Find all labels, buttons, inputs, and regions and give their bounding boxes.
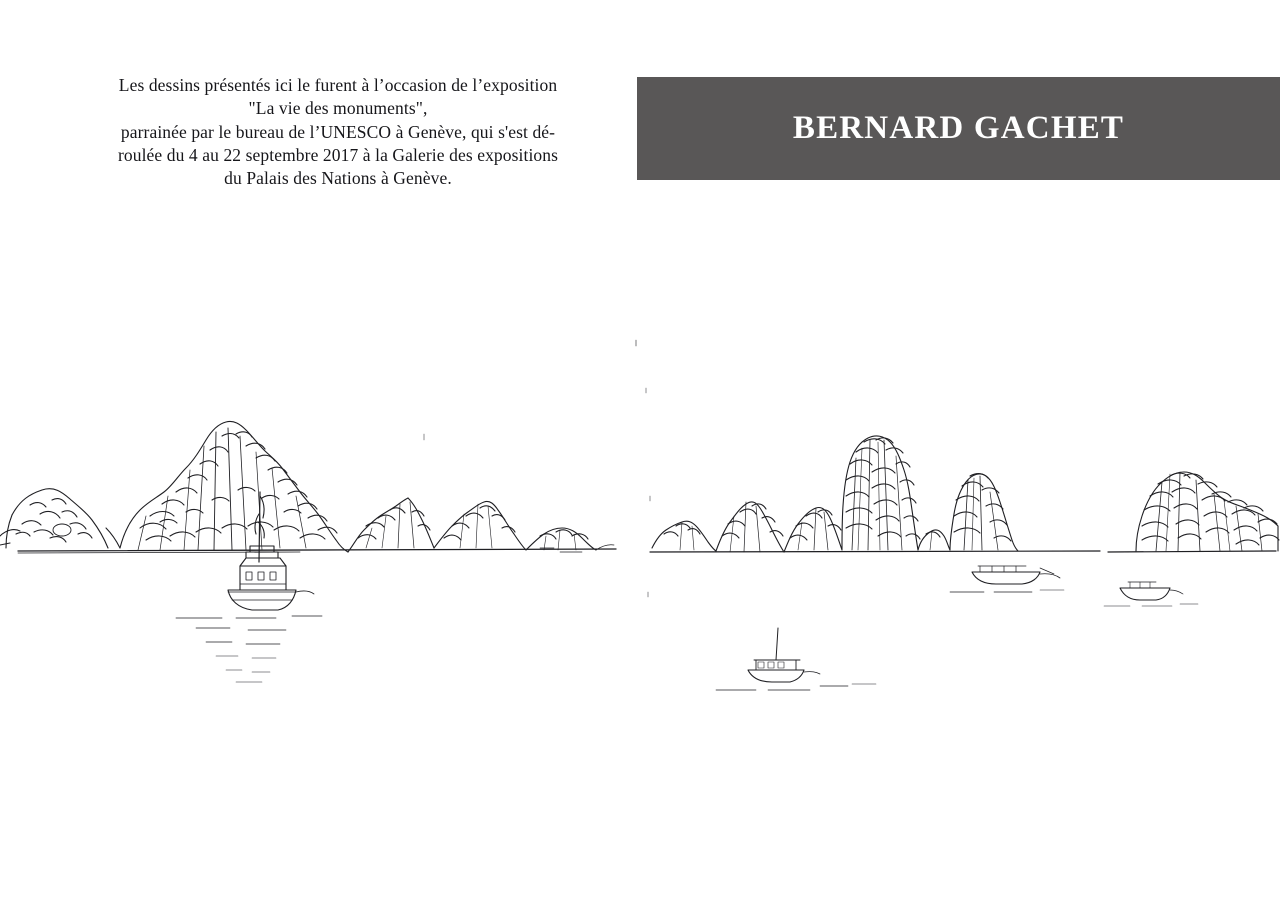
caption-line-3: parrainée par le bureau de l’UNESCO à Genève, qui s'est dé- <box>120 121 556 142</box>
artist-name-title: BERNARD GACHET <box>792 110 1125 146</box>
caption-line-1: Les dessins présentés ici le furent à l’occasion de l’exposition <box>118 75 558 95</box>
drawing-svg <box>0 300 1280 720</box>
title-banner <box>637 77 1280 180</box>
halong-bay-pen-drawing <box>0 300 1280 720</box>
caption-line-4: roulée du 4 au 22 septembre 2017 à la Galerie des expositions <box>117 144 559 165</box>
caption-line-2: "La vie des monuments", <box>248 98 428 119</box>
exhibition-caption <box>88 74 588 190</box>
caption-line-5: du Palais des Nations à Genève. <box>224 168 452 189</box>
